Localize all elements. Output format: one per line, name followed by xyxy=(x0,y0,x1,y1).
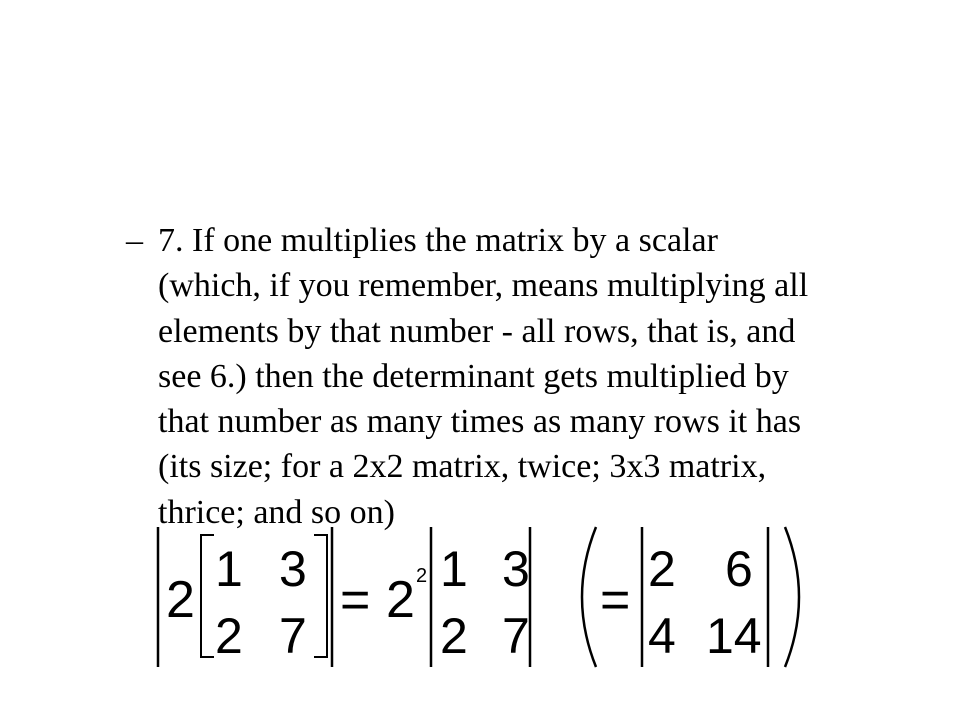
power-base: 2 xyxy=(386,571,415,629)
scalar-2: 2 xyxy=(166,571,195,629)
bullet-line-7: thrice; and so on) xyxy=(158,493,395,531)
bullet-dash: – xyxy=(126,222,143,259)
det-cell: 3 xyxy=(502,541,530,597)
paren-left xyxy=(582,527,596,667)
bullet-line-1: 7. If one multiplies the matrix by a scalar xyxy=(158,222,718,259)
scaled-det-cell: 6 xyxy=(725,541,753,597)
bullet-line-5: that number as many times as many rows it has xyxy=(158,403,802,441)
scaled-det-cell: 2 xyxy=(648,541,676,597)
matrix-a-cell: 2 xyxy=(215,608,243,664)
bullet-line-2: (which, if you remember, means multiplying all xyxy=(158,267,809,305)
det-cell: 1 xyxy=(440,541,468,597)
matrix-a-cell: 7 xyxy=(279,608,307,664)
bullet-line-4: see 6.) then the determinant gets multiplied by xyxy=(158,357,789,395)
det-cell: 7 xyxy=(502,608,530,664)
power-exponent: 2 xyxy=(416,565,428,587)
bracket-right xyxy=(314,535,327,657)
scaled-det-cell: 14 xyxy=(706,608,762,664)
matrix-a-cell: 1 xyxy=(215,541,243,597)
bullet-line-6: (its size; for a 2x2 matrix, twice; 3x3 matrix, xyxy=(158,448,767,486)
bracket-left xyxy=(201,535,214,657)
paren-right xyxy=(785,527,799,667)
equals-sign-2: = xyxy=(600,571,631,629)
bullet-line-3: elements by that number - all rows, that is, and xyxy=(158,312,796,350)
det-cell: 2 xyxy=(440,608,468,664)
matrix-a-cell: 3 xyxy=(279,541,307,597)
equals-sign: = xyxy=(340,571,371,629)
scaled-det-cell: 4 xyxy=(648,608,676,664)
